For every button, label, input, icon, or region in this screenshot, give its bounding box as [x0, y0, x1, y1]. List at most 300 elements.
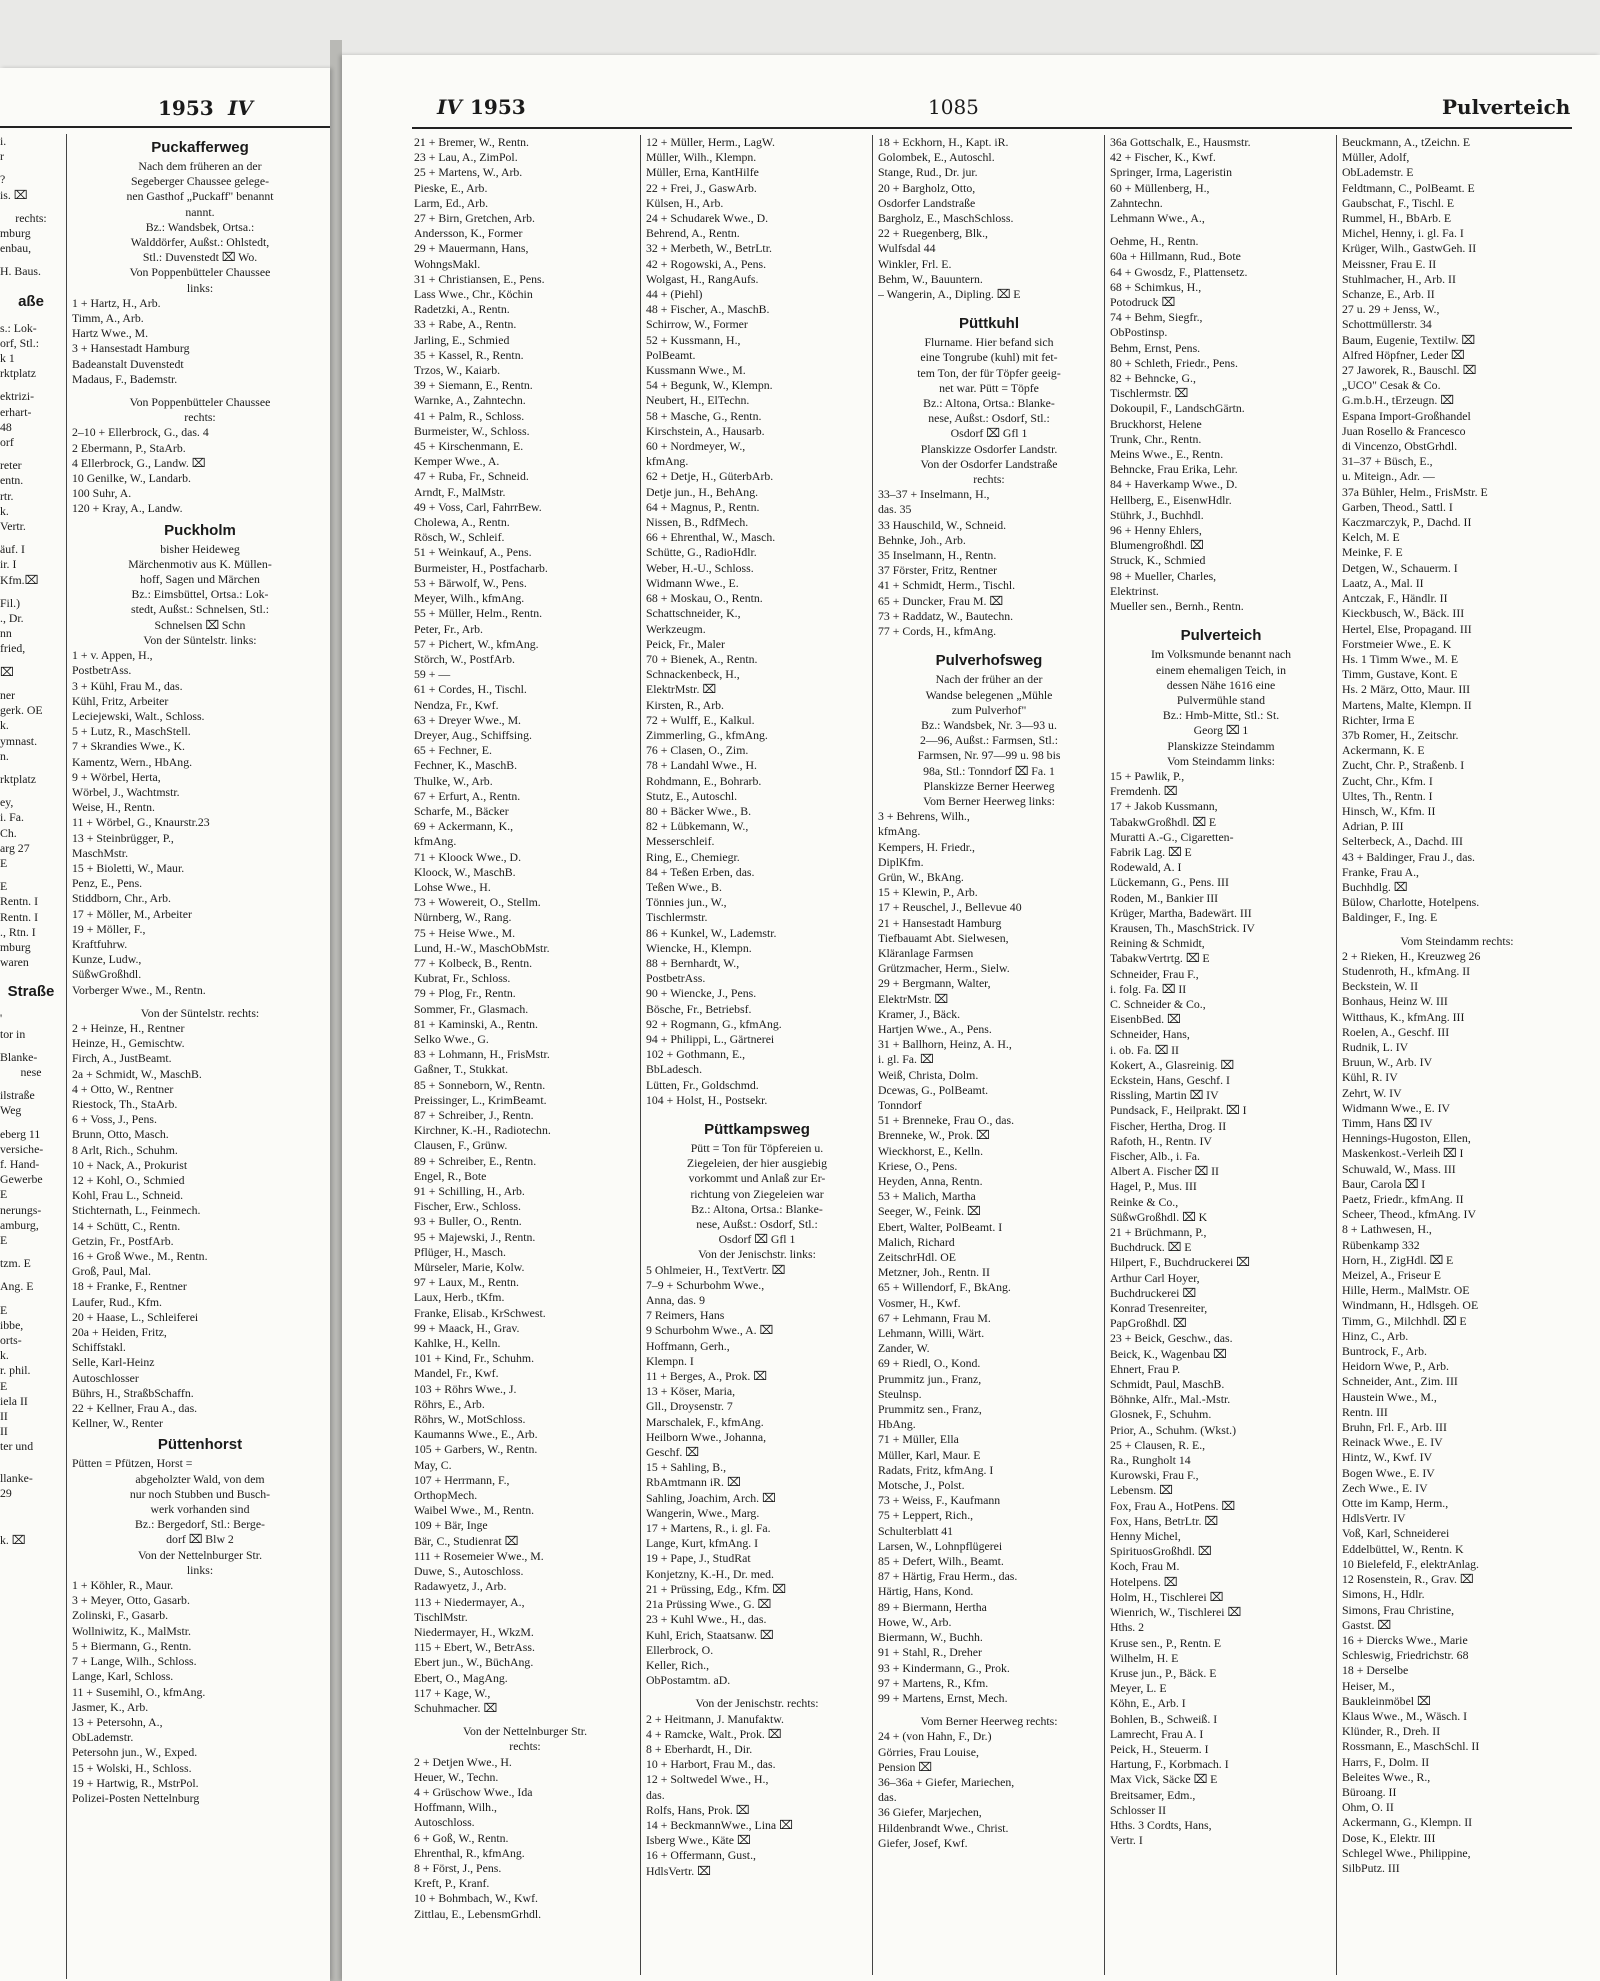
directory-entry: is. ⌧: [0, 187, 28, 202]
directory-entry: Köhn, E., Arb. I: [1110, 1696, 1186, 1711]
directory-entry: Stl.: Duvenstedt ⌧ Wo.: [142, 250, 258, 265]
directory-entry: II: [0, 1424, 8, 1439]
directory-entry: Wandse belegenen „Mühle: [925, 687, 1053, 702]
directory-entry: Mürseler, Marie, Kolw.: [414, 1260, 525, 1275]
directory-entry: Dose, K., Elektr. III: [1342, 1830, 1436, 1845]
directory-entry: 80 + Schleth, Friedr., Pens.: [1110, 355, 1238, 370]
directory-entry: Lund, H.-W., MaschObMstr.: [414, 940, 550, 955]
directory-entry: Anna, das. 9: [646, 1293, 705, 1308]
directory-entry: Madaus, F., Bademstr.: [72, 371, 178, 386]
directory-entry: Schuwald, W., Mass. III: [1342, 1161, 1456, 1176]
directory-entry: Bogen Wwe., E. IV: [1342, 1465, 1435, 1480]
directory-entry: 92 + Rogmann, G., kfmAng.: [646, 1016, 782, 1031]
directory-entry: Trzos, W., Kaiarb.: [414, 363, 501, 378]
directory-entry: Weise, H., Rentn.: [72, 800, 155, 815]
directory-entry: rechts:: [973, 472, 1005, 487]
directory-entry: HbAng.: [878, 1417, 916, 1432]
directory-entry: 53 + Malich, Martha: [878, 1189, 976, 1204]
directory-entry: Gll., Droysenstr. 7: [646, 1399, 733, 1414]
directory-entry: 45 + Kirschenmann, E.: [414, 439, 524, 454]
directory-entry: versiche-: [0, 1141, 44, 1156]
directory-entry: Bösche, Fr., Betriebsf.: [646, 1001, 752, 1016]
directory-entry: u. Miteign., Adr. —: [1342, 469, 1435, 484]
directory-entry: Ziegeleien, der hier ausgiebig: [686, 1156, 828, 1171]
right-header-volume: IV: [437, 95, 462, 119]
directory-entry: Rübenkamp 332: [1342, 1237, 1420, 1252]
directory-entry: Eddelbüttel, W., Rentn. K: [1342, 1541, 1464, 1556]
directory-entry: ey,: [0, 795, 14, 810]
directory-entry: Timm, Hans ⌧ IV: [1342, 1116, 1433, 1130]
directory-entry: 17 + Möller, M., Arbeiter: [72, 906, 192, 921]
directory-entry: 97 + Martens, R., Kfm.: [878, 1675, 989, 1690]
directory-entry: Kempers, H. Friedr.,: [878, 839, 975, 854]
directory-entry: Burmeister, W., Schloss.: [414, 423, 530, 438]
directory-entry: 15 + Pawlik, P.,: [1110, 768, 1185, 783]
directory-entry: Howe, W., Arb.: [878, 1614, 952, 1629]
directory-entry: Isberg Wwe., Käte ⌧: [646, 1833, 751, 1848]
directory-entry: 15 + Bioletti, W., Maur.: [72, 860, 185, 875]
directory-entry: Hinz, C., Arb.: [1342, 1328, 1409, 1343]
directory-entry: ElektrMstr. ⌧: [878, 991, 948, 1006]
directory-entry: i.: [0, 134, 7, 148]
directory-entry: SüßwGroßhdl. ⌧ K: [1110, 1209, 1208, 1224]
directory-entry: Lückemann, G., Pens. III: [1110, 875, 1229, 890]
directory-entry: OrthopMech.: [414, 1488, 478, 1503]
right-column-1: [414, 135, 636, 1975]
directory-entry: Fox, Frau A., HotPens. ⌧: [1110, 1498, 1236, 1513]
directory-entry: E: [0, 1378, 8, 1393]
directory-entry: Lebensm. ⌧: [1110, 1483, 1173, 1498]
directory-entry: tem Ton, der für Töpfer geeig-: [917, 365, 1061, 380]
directory-entry: 60 + Müllenberg, H.,: [1110, 180, 1210, 195]
directory-entry: Kreft, P., Kranf.: [414, 1876, 490, 1891]
directory-entry: ilstraße: [0, 1088, 35, 1103]
directory-entry: Rodewald, A. I: [1110, 860, 1182, 875]
directory-entry: 48 + Fischer, A., MaschB.: [646, 302, 770, 317]
directory-entry: Rösch, W., Schleif.: [414, 530, 505, 545]
directory-entry: 77 + Cords, H., kfmAng.: [878, 624, 997, 639]
directory-entry: Bargholz, E., MaschSchloss.: [878, 211, 1014, 226]
directory-entry: H. Baus.: [0, 264, 41, 279]
directory-entry: Trunk, Chr., Rentn.: [1110, 431, 1202, 446]
directory-entry: Meins Wwe., E., Rentn.: [1110, 447, 1224, 462]
directory-entry: Rohdmann, E., Bohrarb.: [646, 773, 762, 788]
directory-entry: rechts:: [509, 1739, 541, 1754]
directory-entry: 12 + Kohl, O., Schmied: [72, 1173, 185, 1187]
directory-entry: Vom Steindamm links:: [1167, 753, 1275, 768]
directory-entry: 54 + Begunk, W., Klempn.: [646, 378, 773, 393]
directory-entry: Heidorn Wwe, P., Arb.: [1342, 1359, 1449, 1374]
left-column-b: [72, 134, 328, 1979]
directory-entry: ObLademstr. E: [1342, 165, 1414, 180]
directory-entry: 1 + Hartz, H., Arb.: [72, 295, 161, 310]
directory-entry: 93 + Buller, O., Rentn.: [414, 1214, 522, 1229]
directory-entry: Büroang. II: [1342, 1784, 1397, 1799]
directory-entry: Selko Wwe., G.: [414, 1031, 489, 1046]
directory-entry: erhart-: [0, 404, 32, 419]
street-heading: Puckholm: [164, 521, 236, 539]
directory-entry: [0, 1042, 62, 1050]
directory-entry: Larm, Ed., Arb.: [414, 195, 489, 210]
directory-entry: Oehme, H., Rentn.: [1110, 234, 1199, 249]
directory-entry: Weiß, Christa, Dolm.: [878, 1067, 979, 1082]
directory-entry: Lehmann, Willi, Wärt.: [878, 1326, 985, 1341]
directory-entry: 69 + Ackermann, K.,: [414, 819, 514, 834]
directory-entry: Teßen Wwe., B.: [646, 879, 722, 894]
directory-entry: i. Fa.: [0, 810, 24, 825]
directory-entry: rtr.: [0, 488, 14, 503]
directory-entry: PapGroßhdl. ⌧: [1110, 1316, 1187, 1331]
street-heading: Pulverhofsweg: [935, 652, 1043, 670]
directory-entry: Osdorf ⌧ Gfl 1: [950, 426, 1028, 441]
directory-entry: 15 + Wolski, H., Schloss.: [72, 1760, 192, 1775]
directory-entry: „UCO" Cesak & Co.: [1342, 378, 1441, 393]
directory-entry: Koch, Frau M.: [1110, 1559, 1180, 1574]
directory-entry: 67 + Lehmann, Frau M.: [878, 1310, 991, 1325]
directory-entry: II: [0, 1409, 8, 1424]
directory-entry: 71 + Kloock Wwe., D.: [414, 849, 522, 864]
directory-entry: 80 + Bäcker Wwe., B.: [646, 803, 752, 818]
directory-entry: Behncke, Frau Erika, Lehr.: [1110, 462, 1238, 477]
directory-entry: Radats, Fritz, kfmAng. I: [878, 1462, 994, 1477]
directory-entry: Müller, Wilh., Klempn.: [646, 150, 757, 165]
directory-entry: [0, 1463, 62, 1471]
directory-entry: Hintz, W., Kwf. IV: [1342, 1450, 1433, 1465]
directory-entry: äuf. I: [0, 542, 25, 557]
directory-entry: Kemper Wwe., A.: [414, 454, 500, 469]
directory-entry: Hoffmann, Wilh.,: [414, 1800, 497, 1815]
directory-entry: kfmAng.: [646, 454, 689, 469]
directory-entry: 77 + Kolbeck, B., Rentn.: [414, 955, 533, 970]
directory-entry: E: [0, 879, 8, 894]
directory-entry: Kühl, Fritz, Arbeiter: [72, 693, 169, 708]
directory-entry: 53 + Bärwolf, W., Pens.: [414, 575, 527, 590]
street-heading: Püttenhorst: [157, 1436, 243, 1454]
directory-entry: tzm. E: [0, 1256, 31, 1271]
directory-entry: DiplKfm.: [878, 854, 924, 869]
directory-entry: Detgen, W., Schauerm. I: [1342, 560, 1458, 575]
directory-entry: i. ob. Fa. ⌧ II: [1110, 1042, 1179, 1057]
left-column-divider: [66, 134, 67, 1979]
directory-entry: Steulnsp.: [878, 1386, 922, 1401]
directory-entry: 2 Ebermann, P., StaArb.: [72, 440, 186, 455]
directory-entry: 11 + Susemihl, O., kfmAng.: [72, 1684, 206, 1699]
directory-entry: Kriese, O., Pens.: [878, 1158, 958, 1173]
directory-entry: Reinke & Co.,: [1110, 1194, 1179, 1209]
directory-entry: Nürnberg, W., Rang.: [414, 910, 512, 925]
directory-entry: [0, 1003, 62, 1011]
directory-entry: Peick, Fr., Maler: [646, 636, 725, 651]
directory-entry: 16 + Diercks Wwe., Marie: [1342, 1632, 1468, 1647]
directory-entry: [0, 871, 62, 879]
directory-entry: Engel, R., Bote: [414, 1168, 487, 1183]
directory-entry: 87 + Härtig, Frau Herm., das.: [878, 1569, 1018, 1584]
directory-entry: [0, 381, 62, 389]
directory-entry: Bührs, H., StraßbSchaffn.: [72, 1385, 194, 1400]
directory-entry: [0, 657, 62, 665]
directory-entry: [0, 1517, 62, 1525]
directory-entry: Schattschneider, K.,: [646, 606, 741, 621]
directory-entry: 68 + Moskau, O., Rentn.: [646, 591, 763, 606]
directory-entry: das.: [646, 1787, 665, 1802]
directory-entry: Prummitz sen., Franz,: [878, 1402, 982, 1417]
directory-entry: Stange, Rud., Dr. jur.: [878, 165, 978, 180]
directory-entry: Golombek, E., Autoschl.: [878, 150, 995, 165]
directory-entry: 72 + Wulff, E., Kalkul.: [646, 712, 755, 727]
directory-entry: ?: [0, 172, 6, 187]
directory-entry: PostbetrAss.: [646, 971, 706, 986]
directory-entry: Ra., Rungholt 14: [1110, 1453, 1191, 1468]
directory-entry: 84 + Teßen Erben, das.: [646, 864, 755, 879]
directory-entry: [1342, 926, 1572, 934]
directory-entry: Wolgast, H., RangAufs.: [646, 271, 759, 286]
directory-entry: Behnke, Joh., Arb.: [878, 532, 966, 547]
directory-entry: Martens, Malte, Klempn. II: [1342, 697, 1472, 712]
directory-entry: E: [0, 1232, 8, 1247]
directory-entry: 9 + Wörbel, Herta,: [72, 769, 161, 784]
directory-entry: Krausen, Th., MaschStrick. IV: [1110, 920, 1255, 935]
directory-entry: 19 + Hartwig, R., MstrPol.: [72, 1775, 199, 1790]
directory-entry: Schuhmacher. ⌧: [414, 1700, 498, 1715]
book-gutter: [330, 40, 342, 1981]
directory-entry: Wangerin, Wwe., Marg.: [646, 1505, 760, 1520]
right-page: [342, 55, 1600, 1981]
directory-entry: Hoffmann, Gerh.,: [646, 1338, 730, 1353]
directory-entry: Malich, Richard: [878, 1234, 955, 1249]
directory-entry: Cholewa, A., Rentn.: [414, 515, 510, 530]
directory-entry: bisher Heideweg: [160, 541, 240, 556]
directory-entry: Struck, K., Schmied: [1110, 553, 1206, 568]
directory-entry: Espana Import-Großhandel: [1342, 408, 1471, 423]
directory-entry: iela II: [0, 1393, 28, 1408]
directory-entry: Stiddborn, Chr., Arb.: [72, 891, 171, 906]
directory-entry: MaschMstr.: [72, 845, 129, 860]
directory-entry: Kruse sen., P., Rentn. E: [1110, 1635, 1222, 1650]
directory-entry: Vom Berner Heerweg links:: [923, 793, 1055, 808]
directory-entry: Hartjen Wwe., A., Pens.: [878, 1021, 992, 1036]
directory-entry: gerk. OE: [0, 703, 43, 718]
directory-entry: Timm, G., Milchhdl. ⌧ E: [1342, 1313, 1467, 1328]
directory-entry: Haustein Wwe., M.,: [1342, 1389, 1437, 1404]
directory-entry: [878, 1706, 1100, 1714]
directory-entry: Breitsamer, Edm.,: [1110, 1787, 1196, 1802]
directory-entry: s.: Lok-: [0, 320, 37, 335]
directory-entry: Keller, Rich.,: [646, 1657, 710, 1672]
directory-entry: di Vincenzo, ObstGrhdl.: [1342, 439, 1458, 454]
directory-entry: Rummel, H., BbArb. E: [1342, 211, 1452, 226]
directory-entry: Badeanstalt Duvenstedt: [72, 356, 184, 371]
directory-entry: Winkler, Frl. E.: [878, 256, 952, 271]
directory-entry: 35 Inselmann, H., Rentn.: [878, 548, 997, 563]
directory-entry: Widmann Wwe., E.: [646, 575, 739, 590]
directory-entry: Rossmann, E., MaschSchl. II: [1342, 1739, 1480, 1754]
directory-entry: [0, 1509, 62, 1517]
directory-entry: Mueller sen., Bernh., Rentn.: [1110, 599, 1244, 614]
directory-entry: Von Poppenbütteler Chaussee: [129, 265, 271, 280]
directory-entry: Gaßner, T., Stukkat.: [414, 1062, 509, 1077]
directory-entry: Biermann, W., Buchh.: [878, 1630, 983, 1645]
directory-entry: Andersson, K., Former: [414, 226, 523, 241]
directory-entry: Tischlermstr. ⌧: [1110, 386, 1189, 401]
directory-entry: nannt.: [185, 204, 215, 219]
directory-entry: Henny Michel,: [1110, 1529, 1181, 1544]
directory-entry: Bruun, W., Arb. IV: [1342, 1055, 1433, 1070]
directory-entry: 51 + Weinkauf, A., Pens.: [414, 545, 532, 560]
directory-entry: 13 + Köser, Maria,: [646, 1384, 736, 1399]
directory-entry: Von der Süntelstr. links:: [143, 632, 257, 647]
directory-entry: Fremdenh. ⌧: [1110, 784, 1178, 799]
directory-entry: Von der Nettelnburger Str.: [462, 1724, 588, 1739]
directory-entry: Preissinger, L., KrimBeamt.: [414, 1092, 547, 1107]
directory-entry: 52 + Kussmann, H.,: [646, 332, 741, 347]
directory-entry: Ehnert, Frau P.: [1110, 1361, 1181, 1376]
directory-entry: [0, 1119, 62, 1127]
directory-entry: 89 + Biermann, Hertha: [878, 1599, 987, 1614]
directory-entry: Kellner, W., Renter: [72, 1416, 163, 1431]
directory-entry: Rentn. I: [0, 909, 39, 924]
directory-entry: Müller, Erna, KantHilfe: [646, 165, 759, 180]
directory-entry: SilbPutz. III: [1342, 1860, 1400, 1875]
directory-entry: Tonndorf: [878, 1097, 922, 1112]
directory-entry: Rentn. I: [0, 894, 39, 909]
directory-entry: [0, 280, 62, 288]
directory-entry: 10 Bielefeld, F., elektrAnlag.: [1342, 1556, 1479, 1571]
directory-entry: Im Volksmunde benannt nach: [1150, 647, 1292, 662]
directory-entry: Pension ⌧: [878, 1759, 932, 1774]
directory-entry: kfmAng.: [878, 824, 921, 839]
directory-entry: Tiefbauamt Abt. Sielwesen,: [878, 930, 1009, 945]
directory-entry: 36 Giefer, Marjechen,: [878, 1805, 982, 1820]
directory-entry: Richter, Irma E: [1342, 712, 1415, 727]
directory-entry: 7 + Skrandies Wwe., K.: [72, 739, 185, 754]
directory-entry: Hths. 2: [1110, 1620, 1145, 1635]
directory-entry: Lamrecht, Frau A. I: [1110, 1726, 1204, 1741]
directory-entry: Baldinger, F., Ing. E: [1342, 910, 1438, 925]
directory-entry: [1110, 614, 1332, 622]
directory-entry: rechts:: [184, 410, 216, 425]
directory-entry: [878, 639, 1100, 647]
directory-entry: 69 + Riedl, O., Kond.: [878, 1356, 981, 1371]
directory-entry: 64 + Magnus, P., Rentn.: [646, 499, 760, 514]
street-heading: Puckafferweg: [151, 139, 249, 156]
directory-entry: Bonhaus, Heinz W. III: [1342, 994, 1448, 1009]
directory-entry: Hertel, Else, Propagand. III: [1342, 621, 1472, 636]
directory-entry: 8 Arlt, Rich., Schuhm.: [72, 1142, 178, 1157]
directory-entry: 23 + Beick, Geschw., das.: [1110, 1331, 1233, 1346]
directory-entry: Kirschstein, A., Hausarb.: [646, 423, 765, 438]
directory-entry: E: [0, 1187, 8, 1202]
directory-entry: 1 + v. Appen, H.,: [72, 648, 153, 663]
directory-entry: Elektrinst.: [1110, 583, 1159, 598]
directory-entry: Baum, Eugenie, Textilw. ⌧: [1342, 332, 1476, 347]
directory-entry: Wieckhorst, E., Kelln.: [878, 1143, 984, 1158]
directory-entry: Metzner, Joh., Rentn. II: [878, 1265, 990, 1280]
directory-entry: PolBeamt.: [646, 347, 696, 362]
directory-entry: 41 + Schmidt, Herm., Tischl.: [878, 578, 1016, 593]
directory-entry: waren: [0, 955, 29, 970]
directory-entry: 1 + Köhler, R., Maur.: [72, 1578, 174, 1593]
directory-entry: Wilhelm, H. E: [1110, 1650, 1179, 1665]
directory-entry: 2—96, Außst.: Farmsen, Stl.:: [920, 733, 1058, 748]
directory-entry: Heinze, H., Gemischtw.: [72, 1036, 185, 1051]
directory-entry: 85 + Defert, Wilh., Beamt.: [878, 1554, 1004, 1569]
directory-entry: Peick, H., Steuerm. I: [1110, 1741, 1209, 1756]
directory-entry: 113 + Niedermayer, A.,: [414, 1594, 525, 1609]
directory-entry: Kussmann Wwe., M.: [646, 363, 746, 378]
directory-entry: k.: [0, 1348, 9, 1363]
directory-entry: i. gl. Fa. ⌧: [878, 1052, 934, 1067]
directory-entry: Ohm, O. II: [1342, 1800, 1394, 1815]
directory-entry: 104 + Holst, H., Postsekr.: [646, 1092, 768, 1107]
right-column-2: [646, 135, 868, 1975]
directory-entry: Kirchner, K.-H., Radiotechn.: [414, 1123, 551, 1138]
directory-entry: Behrend, A., Rentn.: [646, 226, 740, 241]
directory-entry: Röhrs, E., Arb.: [414, 1396, 485, 1411]
directory-entry: [878, 302, 1100, 310]
directory-entry: Grützmacher, Herm., Sielw.: [878, 961, 1010, 976]
directory-entry: Hs. 1 Timm Wwe., M. E: [1342, 651, 1459, 666]
directory-entry: 8 + Först, J., Pens.: [414, 1860, 502, 1875]
directory-entry: Albert A. Fischer ⌧ II: [1110, 1164, 1219, 1179]
directory-entry: 102 + Gothmann, E.,: [646, 1047, 746, 1062]
directory-entry: Meizel, A., Friseur E: [1342, 1268, 1441, 1283]
directory-entry: Schottmüllerstr. 34: [1342, 317, 1432, 332]
directory-entry: Max Vick, Säcke ⌧ E: [1110, 1772, 1218, 1787]
directory-entry: Schneider, Hans,: [1110, 1027, 1190, 1042]
street-heading: Püttkuhl: [959, 315, 1019, 333]
directory-entry: Ring, E., Chemiegr.: [646, 849, 740, 864]
directory-entry: Forstmeier Wwe., E. K: [1342, 636, 1452, 651]
directory-entry: Ellerbrock, O.: [646, 1642, 714, 1657]
directory-entry: nn: [0, 626, 12, 641]
directory-entry: Brunn, Otto, Masch.: [72, 1127, 169, 1142]
directory-entry: 41 + Palm, R., Schloss.: [414, 408, 525, 423]
directory-entry: llanke-: [0, 1470, 33, 1485]
directory-entry: Krüger, Martha, Badewärt. III: [1110, 905, 1252, 920]
directory-entry: EisenbBed. ⌧: [1110, 1012, 1181, 1027]
directory-entry: Planskizze Osdorfer Landstr.: [920, 441, 1058, 456]
directory-entry: Timm, Gustave, Kont. E: [1342, 667, 1458, 682]
directory-entry: richtung von Ziegeleien war: [690, 1186, 824, 1201]
directory-entry: Firch, A., JustBeamt.: [72, 1051, 172, 1066]
directory-entry: Wulfsdal 44: [878, 241, 936, 256]
directory-entry: 14 + BeckmannWwe., Lina ⌧: [646, 1817, 793, 1832]
directory-entry: Schneider, Frau F.,: [1110, 966, 1199, 981]
directory-entry: ., Dr.: [0, 611, 24, 626]
directory-entry: – Wangerin, A., Dipling. ⌧ E: [878, 287, 1021, 302]
directory-entry: TabakwVertrtg. ⌧ E: [1110, 951, 1210, 966]
directory-entry: 70 + Bienek, A., Rentn.: [646, 651, 758, 666]
directory-entry: ibbe,: [0, 1317, 24, 1332]
directory-entry: Wienrich, W., Tischlerei ⌧: [1110, 1605, 1242, 1620]
directory-entry: [0, 256, 62, 264]
directory-entry: 111 + Rosemeier Wwe., M.: [414, 1548, 544, 1563]
directory-entry: 21 + Hansestadt Hamburg: [878, 915, 1002, 930]
directory-entry: WohngsMakl.: [414, 256, 481, 271]
directory-entry: Franke, Elisab., KrSchwest.: [414, 1305, 546, 1320]
directory-entry: Ackermann, K. E: [1342, 743, 1425, 758]
directory-entry: 6 + Voss, J., Pens.: [72, 1112, 157, 1127]
directory-entry: Pütten = Pfützen, Horst =: [72, 1456, 193, 1471]
directory-entry: [0, 1271, 62, 1279]
directory-entry: Farmsen, Nr. 97—99 u. 98 bis: [917, 748, 1061, 763]
directory-entry: entn.: [0, 473, 24, 488]
directory-entry: Bz.: Wandsbek, Ortsa.:: [145, 219, 255, 234]
directory-entry: Bz.: Altona, Ortsa.: Blanke-: [923, 396, 1055, 411]
directory-entry: Stuhlmacher, H., Arb. II: [1342, 271, 1456, 286]
directory-entry: HdlsVertr. IV: [1342, 1511, 1406, 1526]
directory-entry: Mandel, Fr., Kwf.: [414, 1366, 499, 1381]
